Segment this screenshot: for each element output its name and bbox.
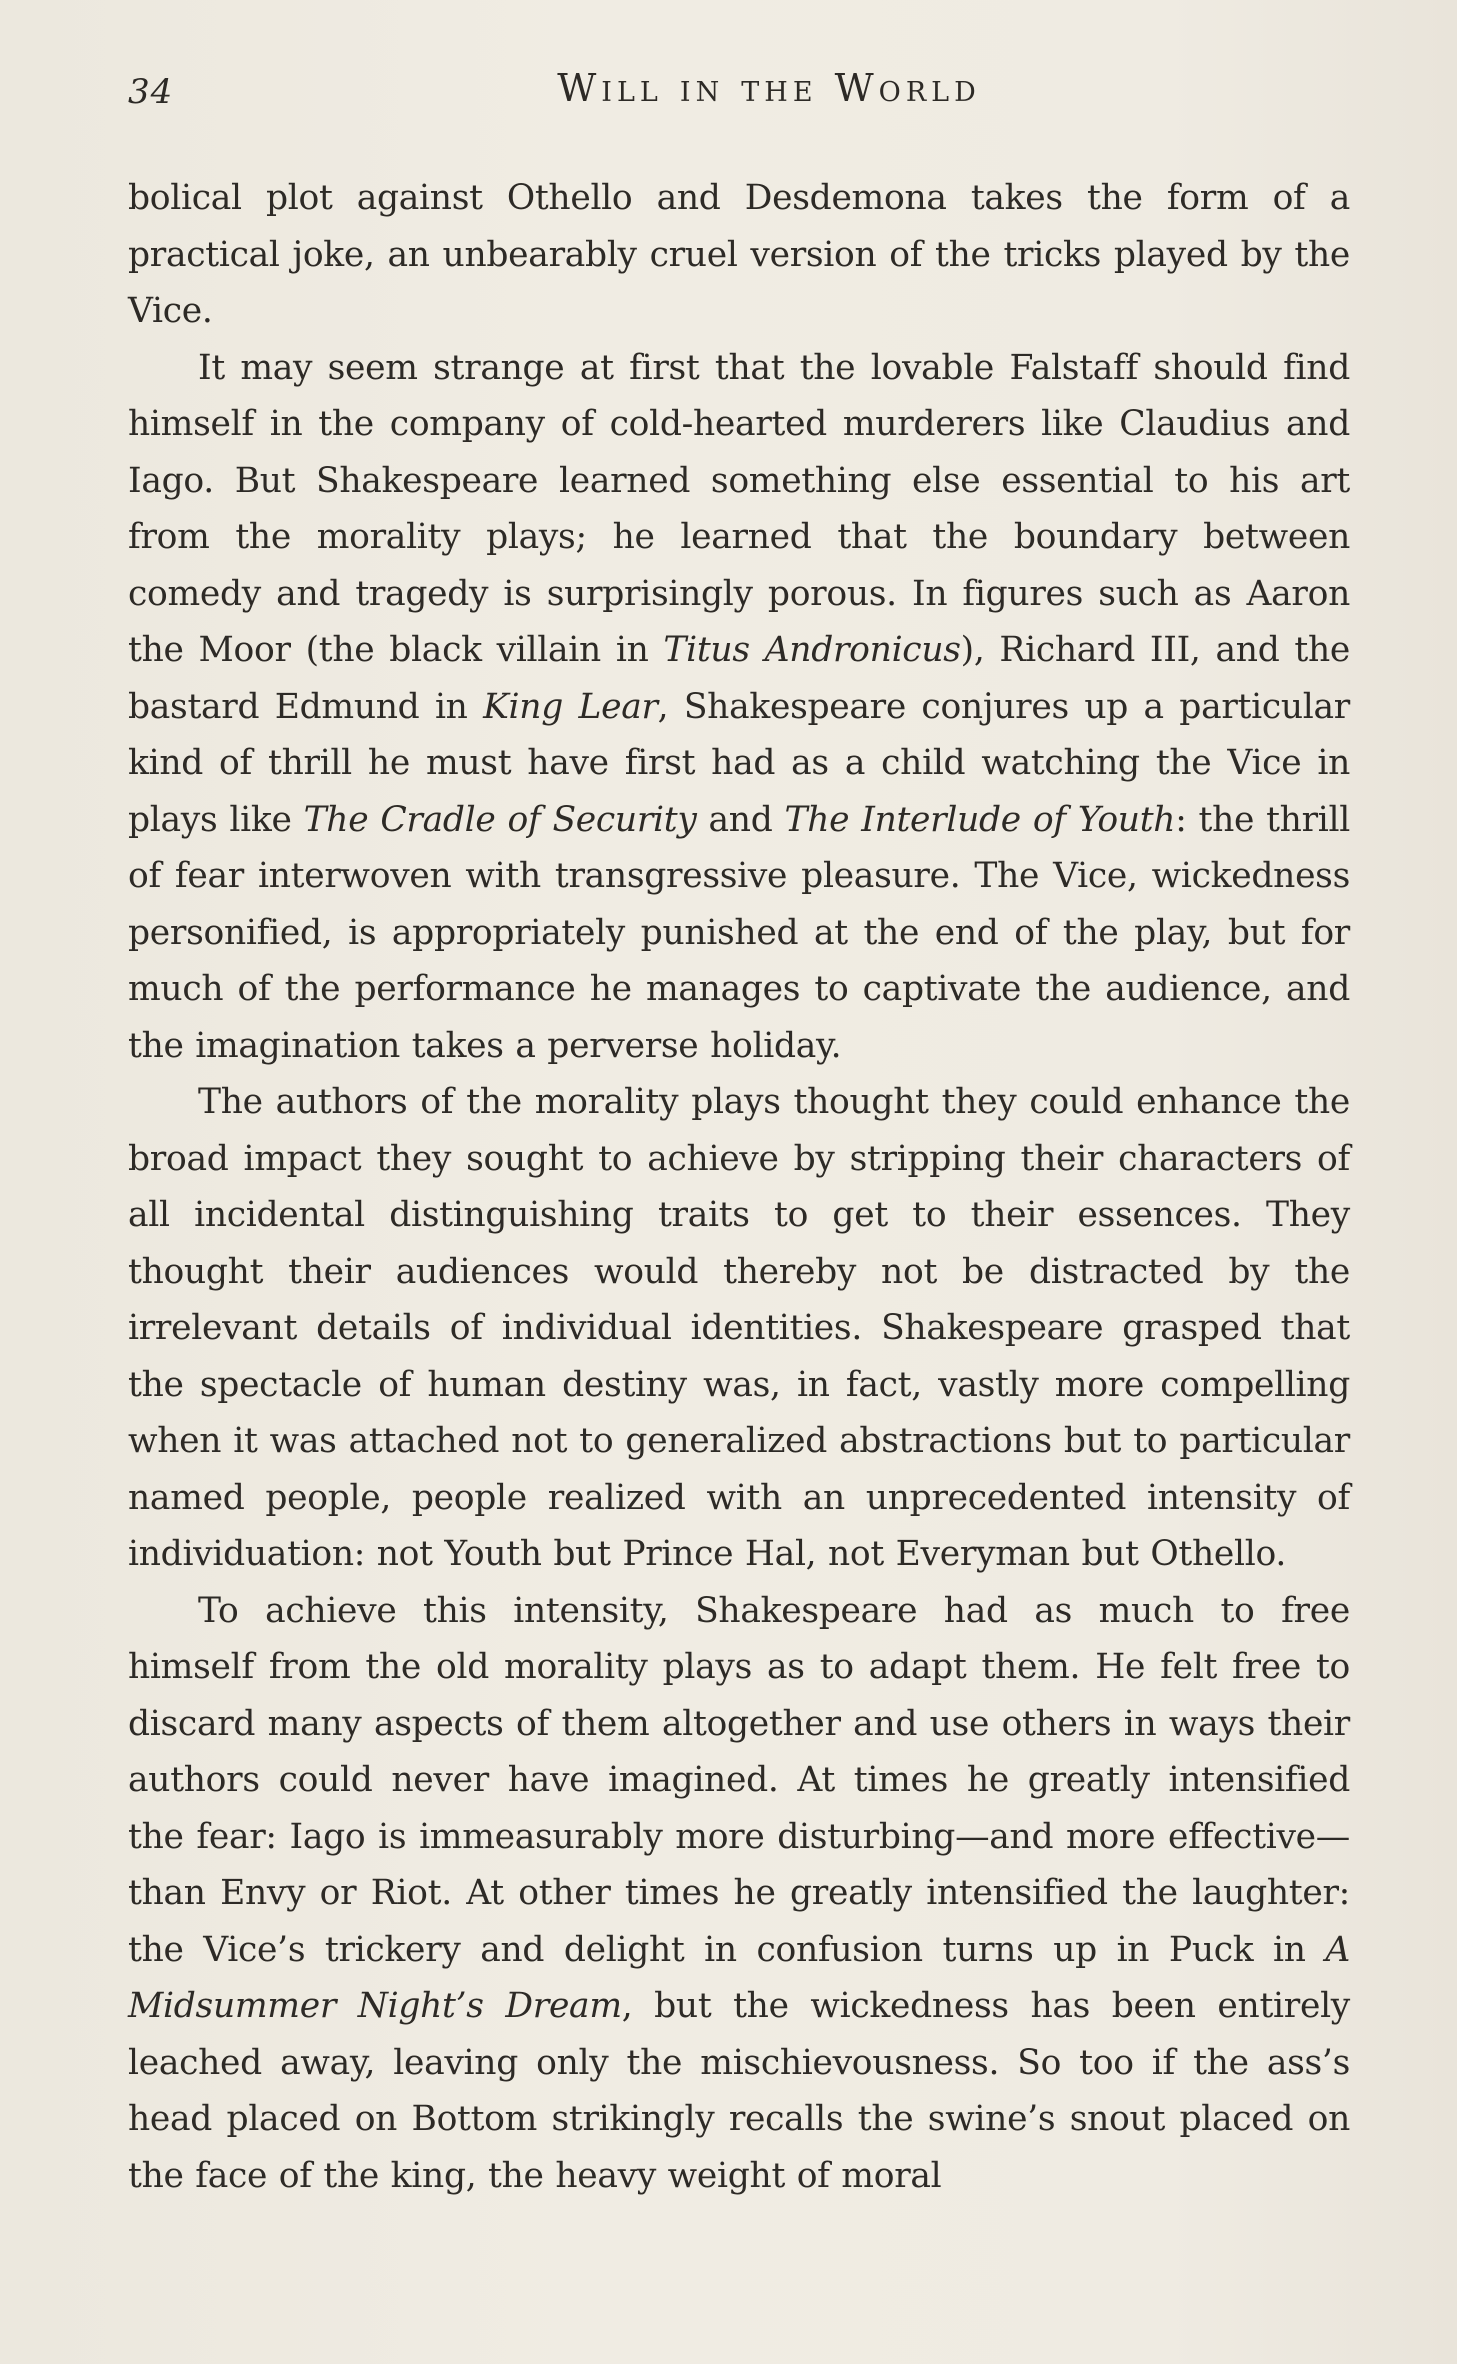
text-segment: ), Richard III, and the bastard Edmund in	[128, 630, 1350, 727]
page-number: 34	[128, 72, 174, 112]
paragraph-3	[128, 1074, 1350, 1583]
paragraph-4	[128, 1583, 1350, 2205]
page-header	[128, 66, 1350, 116]
play-title-interlude: The Interlude of Youth	[784, 799, 1176, 840]
text-segment: , but the wickedness has been entirely leached away, leaving only the mischievousness. So too if the ass’s head placed on Bottom strikingly recalls the swine’s snout placed on the face of the king, the heavy weight of moral	[128, 1986, 1350, 2196]
text-segment: The authors of the morality plays thought they could enhance the broad impact they sought to achieve by stripping their characters of all incidental distinguishing traits to get to their essences. They thought their audiences would thereby not be distracted by the irrelevant details of individual identities. Shakespeare grasped that the spectacle of human destiny was, in fact, vastly more compelling when it was attached not to generalized abstractions but to particular named people, people realized with an unprecedented intensity of individuation: not Youth but Prince Hal, not Everyman but Othello.	[128, 1082, 1350, 1574]
text-segment: It may seem strange at first that the lovable Falstaff should find himself in the company of cold-hearted murderers like Claudius and Iago. But Shakespeare learned something else essential to his art from the morality plays; he learned that the boundary between comedy and tragedy is surprisingly porous. In figures such as Aaron the Moor (the black villain in	[128, 347, 1350, 670]
text-segment: : the thrill of fear interwoven with transgressive pleasure. The Vice, wickedness personified, is appropriately punished at the end of the play, but for much of the performance he manages to captivate the audience, and the imagination takes a perverse holiday.	[128, 799, 1350, 1066]
play-title-midsummer: A Midsummer Night’s Dream	[128, 1929, 1350, 2026]
text-segment: and	[696, 799, 785, 840]
text-segment: , Shakespeare conjures up a particular kind of thrill he must have first had as a child watching the Vice in plays like	[128, 686, 1350, 840]
text-segment: To achieve this intensity, Shakespeare had as much to free himself from the old morality plays as to adapt them. He felt free to discard many aspects of them altogether and use others in ways their authors could never have imagined. At times he greatly intensified the fear: Iago is immeasurably more disturbing—and more effective—than Envy or Riot. At other times he greatly intensified the laughter: the Vice’s trickery and delight in confusion turns up in Puck in	[128, 1590, 1350, 1970]
running-head: Will in the World	[557, 66, 981, 110]
body-text	[128, 170, 1350, 2204]
play-title-cradle: The Cradle of Security	[303, 799, 697, 840]
text-segment: bolical plot against Othello and Desdemona takes the form of a practical joke, an unbearably cruel version of the tricks played by the Vice.	[128, 178, 1350, 331]
paragraph-1	[128, 170, 1350, 340]
play-title-king-lear: King Lear	[483, 686, 658, 727]
play-title-titus: Titus Andronicus	[663, 630, 961, 670]
paragraph-2	[128, 340, 1350, 1075]
